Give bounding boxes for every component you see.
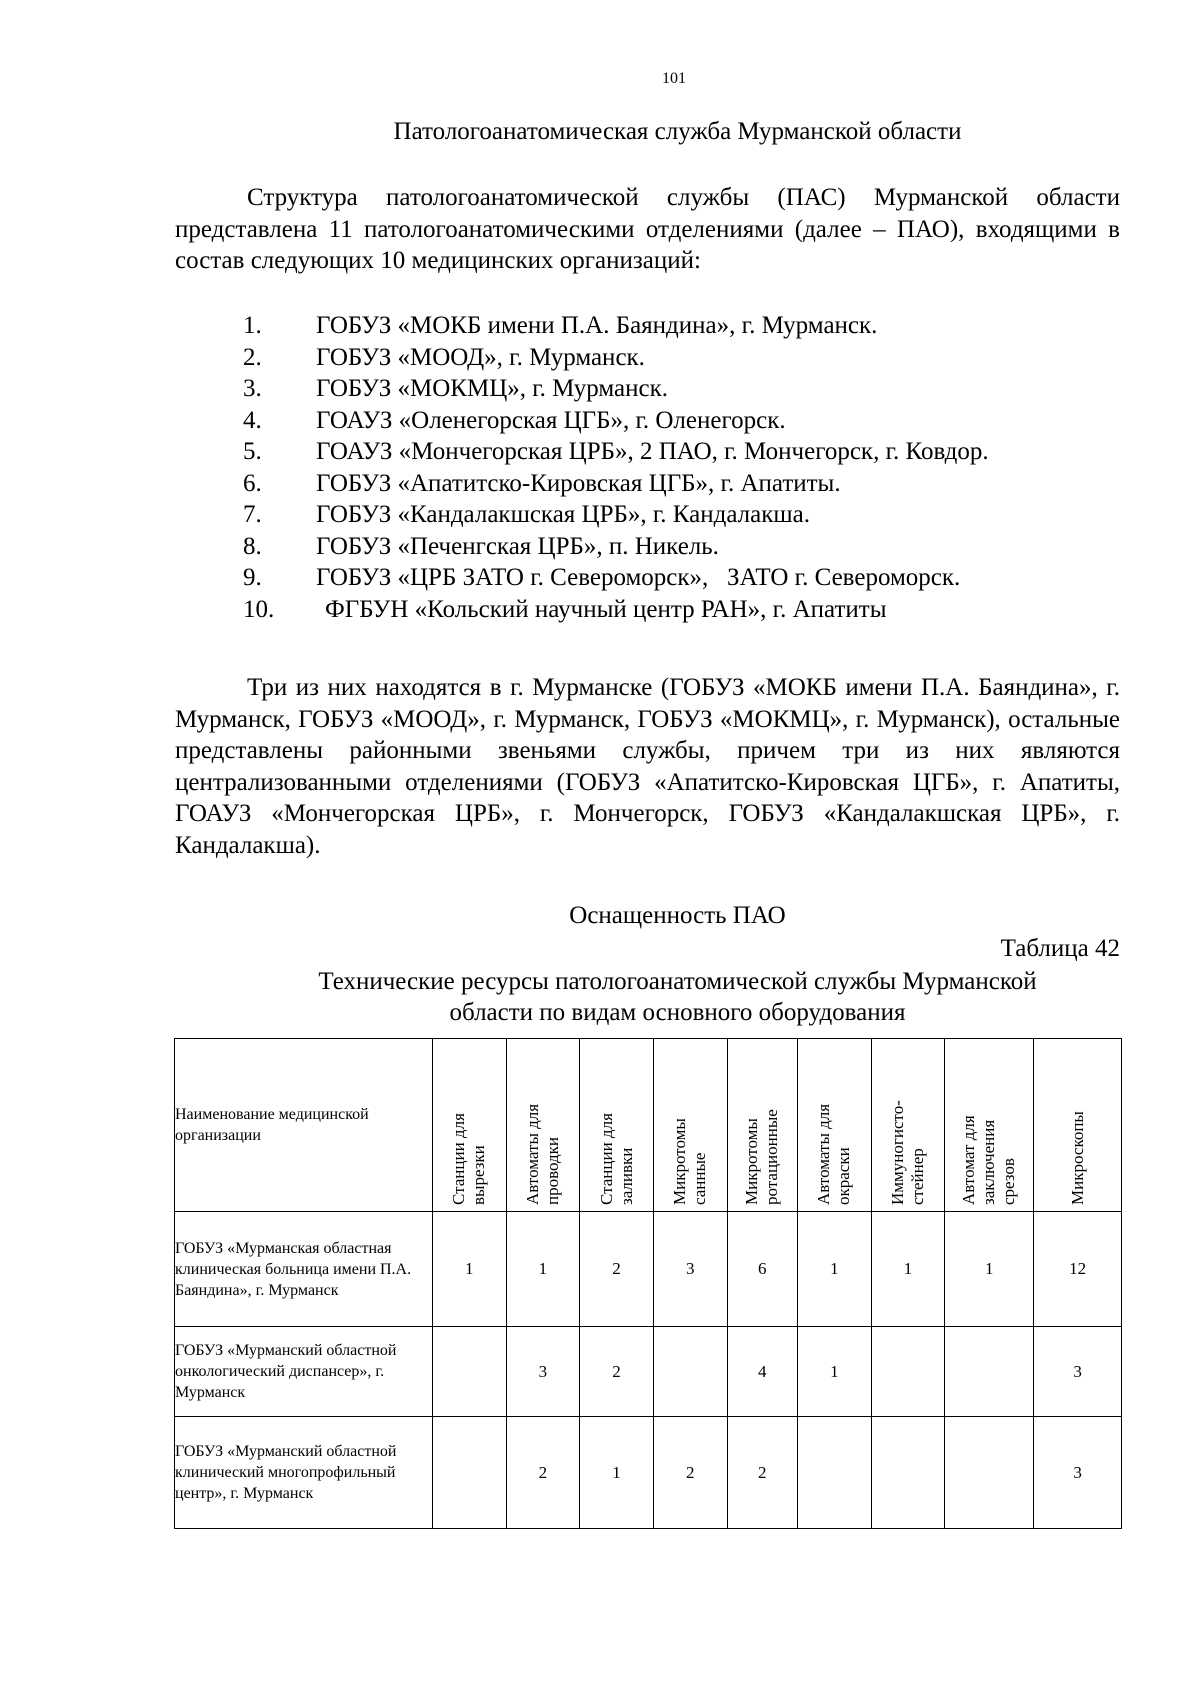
organization-name-cell: ГОБУЗ «Мурманский областной онкологический диспансер», г. Мурманск <box>175 1327 433 1417</box>
table-cell: 2 <box>653 1417 727 1529</box>
table-cell: 6 <box>727 1212 797 1327</box>
list-item-number: 2. <box>243 343 262 371</box>
table-title-line: области по видам основного оборудования <box>449 999 906 1026</box>
list-item-text: ФГБУН «Кольский научный центр РАН», г. Апатиты <box>325 595 887 623</box>
list-item-number: 6. <box>243 469 262 497</box>
table-cell: 4 <box>727 1327 797 1417</box>
list-item-number: 4. <box>243 406 262 434</box>
list-item-text: ГОБУЗ «МООД», г. Мурманск. <box>316 343 645 371</box>
list-item-text: ГОБУЗ «Кандалакшская ЦРБ», г. Кандалакша. <box>316 501 810 528</box>
table-cell <box>871 1417 945 1529</box>
table-cell <box>945 1327 1034 1417</box>
list-item-number: 10. <box>243 595 275 623</box>
list-item-text: ГОБУЗ «Апатитско-Кировская ЦГБ», г. Апатиты. <box>316 469 841 497</box>
section-title: Патологоанатомическая служба Мурманской области <box>393 118 962 145</box>
column-header: Автомат для заключения срезов <box>945 1039 1034 1212</box>
table-header-row <box>175 1039 1122 1212</box>
table-number: Таблица 42 <box>1000 935 1120 962</box>
list-item-number: 3. <box>243 375 262 402</box>
table-cell <box>653 1327 727 1417</box>
table-cell <box>945 1417 1034 1529</box>
column-header-organization: Наименование медицинской организации <box>175 1039 433 1212</box>
table-cell: 1 <box>871 1212 945 1327</box>
list-item-number: 5. <box>243 438 262 465</box>
list-item-number: 1. <box>243 312 262 339</box>
column-header: Микротомы ротационные <box>727 1039 797 1212</box>
column-header: Микроскопы <box>1034 1039 1122 1212</box>
intro-text: Структура патологоанатомической службы (ПАС) Мурманской области представлена 11 патологоанатомическими отделениями (далее – ПАО), входящими в состав следующих 10 медицинских организаций: <box>175 184 1120 274</box>
table-cell <box>871 1327 945 1417</box>
column-header: Автоматы для проводки <box>506 1039 580 1212</box>
equipment-table <box>174 1038 1122 1529</box>
list-item-text: ГОАУЗ «Мончегорская ЦРБ», 2 ПАО, г. Мончегорск, г. Ковдор. <box>316 438 989 465</box>
table-cell: 1 <box>797 1212 871 1327</box>
page-number: 101 <box>662 70 686 87</box>
column-header: Автоматы для окраски <box>797 1039 871 1212</box>
table-cell: 2 <box>580 1327 654 1417</box>
list-item-text: ГОАУЗ «Оленегорская ЦГБ», г. Оленегорск. <box>316 406 786 434</box>
table-row <box>175 1417 1122 1529</box>
summary-text: Три из них находятся в г. Мурманске (ГОБУЗ «МОКБ имени П.А. Баяндина», г. Мурманск, ГОБУЗ «МООД», г. Мурманск, ГОБУЗ «МОКМЦ», г. Мурманск), остальные представлены районными звеньями службы, причем три из них являются централизованными отделениями (ГОБУЗ «Апатитско-Кировская ЦГБ», г. Апатиты, ГОАУЗ «Мончегорская ЦРБ», г. Мончегорск, ГОБУЗ «Кандалакшская ЦРБ», г. Кандалакша). <box>175 674 1120 859</box>
list-item-text: ГОБУЗ «МОКМЦ», г. Мурманск. <box>316 375 669 402</box>
table-cell: 2 <box>727 1417 797 1529</box>
list-item-text: ГОБУЗ «МОКБ имени П.А. Баяндина», г. Мурманск. <box>316 312 878 339</box>
subheading: Оснащенность ПАО <box>569 902 786 929</box>
table-title-line: Технические ресурсы патологоанатомической службы Мурманской <box>318 968 1037 995</box>
table-cell: 3 <box>1034 1417 1122 1529</box>
column-header: Иммуногисто- стейнер <box>871 1039 945 1212</box>
table-row <box>175 1327 1122 1417</box>
table-cell: 1 <box>580 1417 654 1529</box>
table-cell <box>432 1417 506 1529</box>
organization-name-cell: ГОБУЗ «Мурманский областной клинический многопрофильный центр», г. Мурманск <box>175 1417 433 1529</box>
table-cell <box>432 1327 506 1417</box>
table-cell: 2 <box>506 1417 580 1529</box>
table-cell: 12 <box>1034 1212 1122 1327</box>
table-cell <box>797 1417 871 1529</box>
table-cell: 1 <box>945 1212 1034 1327</box>
table-cell: 1 <box>432 1212 506 1327</box>
list-item-number: 8. <box>243 532 262 560</box>
list-item-number: 9. <box>243 564 262 591</box>
list-item-number: 7. <box>243 501 262 528</box>
column-header: Микротомы санные <box>653 1039 727 1212</box>
table-cell: 3 <box>1034 1327 1122 1417</box>
list-item-text: ГОБУЗ «ЦРБ ЗАТО г. Североморск», ЗАТО г. Североморск. <box>316 564 961 591</box>
table-cell: 1 <box>506 1212 580 1327</box>
table-cell: 3 <box>506 1327 580 1417</box>
intro-paragraph <box>175 182 1120 277</box>
summary-paragraph <box>175 672 1120 861</box>
table-cell: 3 <box>653 1212 727 1327</box>
organization-name-cell: ГОБУЗ «Мурманская областная клиническая больница имени П.А. Баяндина», г. Мурманск <box>175 1212 433 1327</box>
column-header: Станции для заливки <box>580 1039 654 1212</box>
table-title <box>175 966 1180 1028</box>
table-row <box>175 1212 1122 1327</box>
table-cell: 2 <box>580 1212 654 1327</box>
list-item-text: ГОБУЗ «Печенгская ЦРБ», п. Никель. <box>316 532 719 560</box>
table-cell: 1 <box>797 1327 871 1417</box>
column-header: Станции для вырезки <box>432 1039 506 1212</box>
